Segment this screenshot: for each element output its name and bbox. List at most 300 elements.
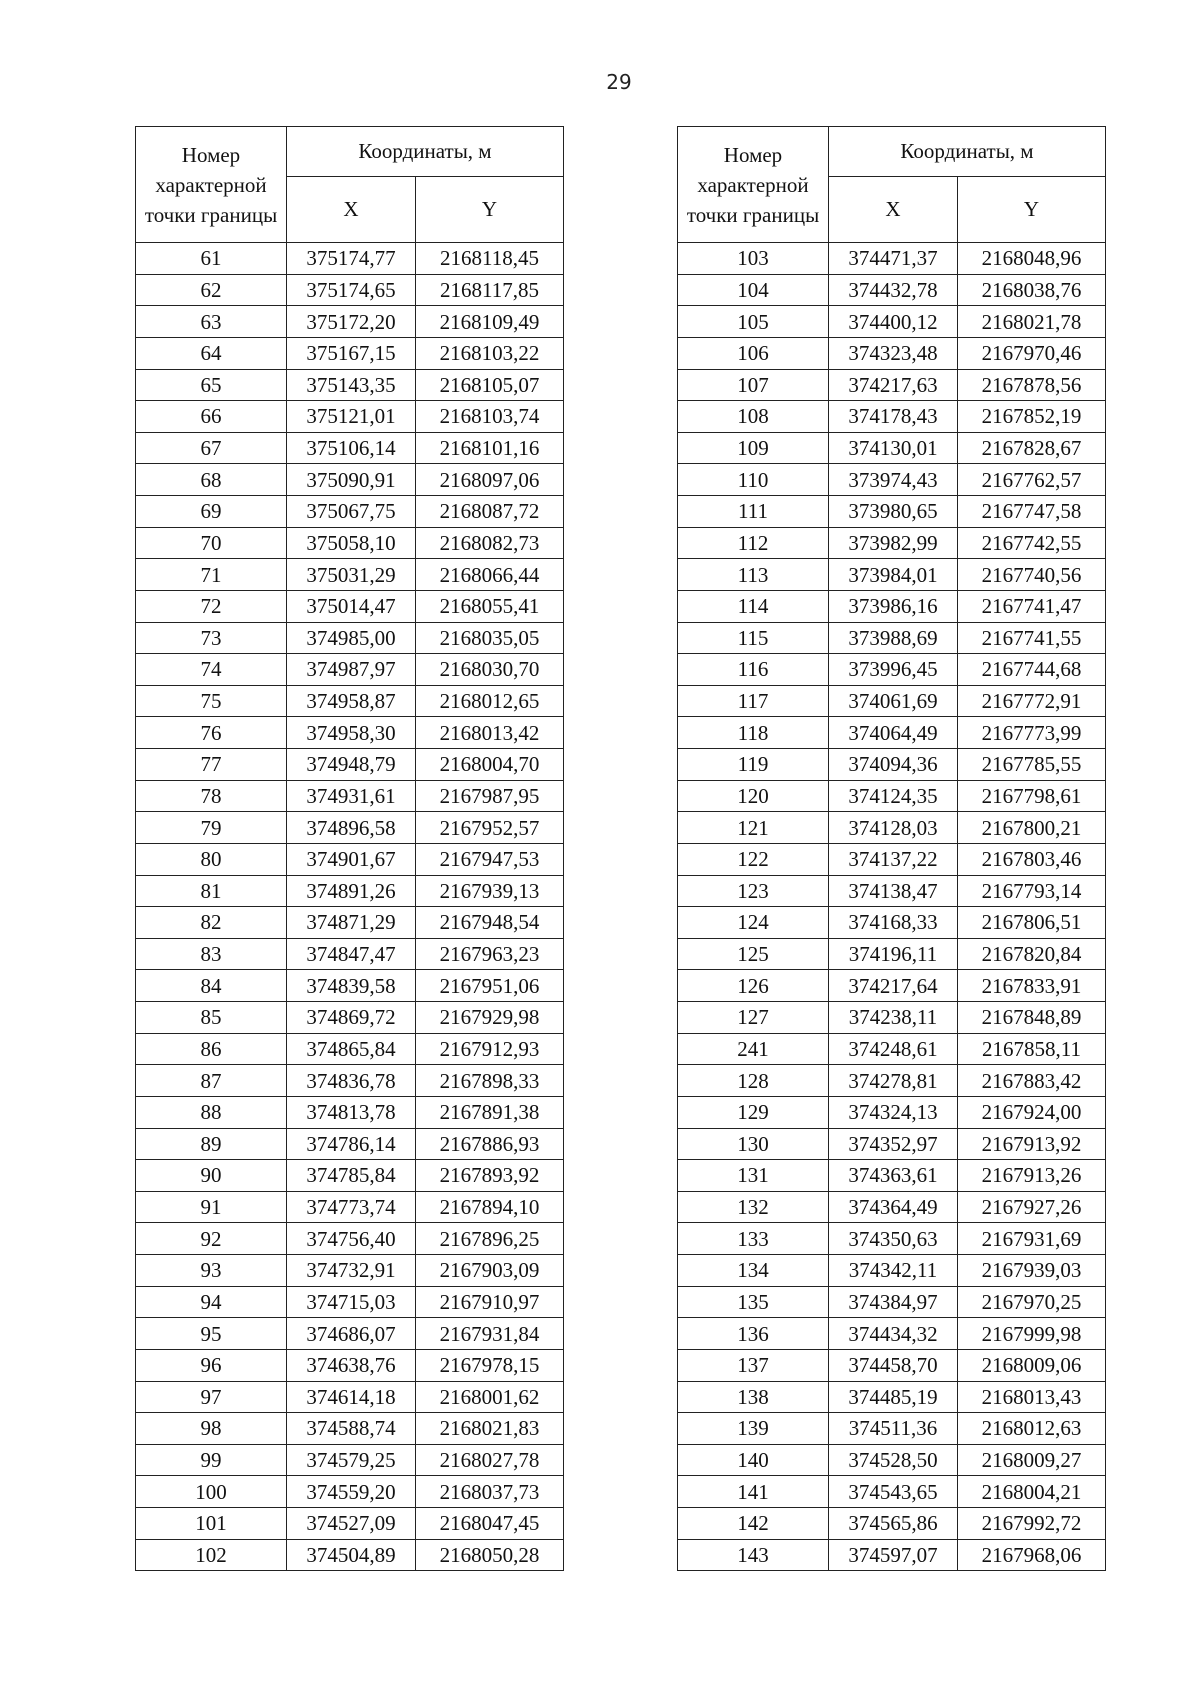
table-row: [136, 1349, 564, 1381]
x-coordinate-cell: 374785,84: [287, 1160, 416, 1192]
y-coordinate-cell: 2167963,23: [416, 938, 564, 970]
table-row: [678, 780, 1106, 812]
table-row: [136, 654, 564, 686]
y-coordinate-cell: 2167913,92: [958, 1128, 1106, 1160]
point-number-cell: 76: [136, 717, 287, 749]
y-coordinate-cell: 2167970,46: [958, 337, 1106, 369]
point-number-cell: 68: [136, 464, 287, 496]
table-row: [678, 1286, 1106, 1318]
point-number-cell: 67: [136, 432, 287, 464]
x-coordinate-cell: 374178,43: [829, 401, 958, 433]
y-coordinate-cell: 2168009,27: [958, 1444, 1106, 1476]
x-coordinate-cell: 374238,11: [829, 1002, 958, 1034]
y-coordinate-cell: 2167947,53: [416, 843, 564, 875]
point-number-cell: 95: [136, 1318, 287, 1350]
y-coordinate-cell: 2167798,61: [958, 780, 1106, 812]
table-row: [678, 306, 1106, 338]
table-row: [678, 337, 1106, 369]
point-number-cell: 80: [136, 843, 287, 875]
point-number-cell: 136: [678, 1318, 829, 1350]
point-number-cell: 109: [678, 432, 829, 464]
y-coordinate-cell: 2167931,69: [958, 1223, 1106, 1255]
point-number-cell: 128: [678, 1065, 829, 1097]
y-coordinate-cell: 2167806,51: [958, 907, 1106, 939]
y-coordinate-cell: 2167992,72: [958, 1508, 1106, 1540]
table-row: [678, 1476, 1106, 1508]
y-coordinate-cell: 2168087,72: [416, 496, 564, 528]
table-row: [678, 1444, 1106, 1476]
y-coordinate-cell: 2167939,03: [958, 1255, 1106, 1287]
x-coordinate-cell: 375143,35: [287, 369, 416, 401]
y-coordinate-cell: 2167903,09: [416, 1255, 564, 1287]
x-coordinate-cell: 375014,47: [287, 590, 416, 622]
x-coordinate-cell: 374168,33: [829, 907, 958, 939]
table-row: [678, 1539, 1106, 1571]
point-number-cell: 111: [678, 496, 829, 528]
point-number-cell: 82: [136, 907, 287, 939]
table-row: [136, 1444, 564, 1476]
table-row: [136, 1065, 564, 1097]
table-row: [678, 685, 1106, 717]
y-coordinate-cell: 2167939,13: [416, 875, 564, 907]
x-coordinate-cell: 375121,01: [287, 401, 416, 433]
y-coordinate-cell: 2168103,74: [416, 401, 564, 433]
x-coordinate-cell: 374324,13: [829, 1096, 958, 1128]
table-row: [136, 622, 564, 654]
y-coordinate-cell: 2168021,83: [416, 1413, 564, 1445]
x-coordinate-cell: 374124,35: [829, 780, 958, 812]
table-row: [136, 717, 564, 749]
table-row: [136, 938, 564, 970]
page-number: 29: [606, 70, 632, 94]
x-coordinate-cell: 374579,25: [287, 1444, 416, 1476]
point-number-cell: 100: [136, 1476, 287, 1508]
point-number-cell: 123: [678, 875, 829, 907]
table-row: [136, 1160, 564, 1192]
x-coordinate-cell: 374352,97: [829, 1128, 958, 1160]
y-coordinate-cell: 2168013,43: [958, 1381, 1106, 1413]
y-coordinate-cell: 2167803,46: [958, 843, 1106, 875]
y-coordinate-cell: 2168004,21: [958, 1476, 1106, 1508]
x-coordinate-cell: 374094,36: [829, 749, 958, 781]
x-coordinate-cell: 374458,70: [829, 1349, 958, 1381]
y-coordinate-cell: 2167741,55: [958, 622, 1106, 654]
table-row: [136, 1539, 564, 1571]
table-row: [136, 1286, 564, 1318]
x-coordinate-cell: 374896,58: [287, 812, 416, 844]
point-number-cell: 132: [678, 1191, 829, 1223]
table-row: [136, 843, 564, 875]
table-row: [678, 1002, 1106, 1034]
table-row: [678, 401, 1106, 433]
table-row: [136, 1381, 564, 1413]
x-coordinate-cell: 374773,74: [287, 1191, 416, 1223]
table-row: [136, 527, 564, 559]
table-row: [678, 907, 1106, 939]
point-number-cell: 126: [678, 970, 829, 1002]
y-coordinate-cell: 2167951,06: [416, 970, 564, 1002]
x-coordinate-cell: 374588,74: [287, 1413, 416, 1445]
table-row: [678, 590, 1106, 622]
point-number-cell: 116: [678, 654, 829, 686]
point-number-cell: 138: [678, 1381, 829, 1413]
coordinates-table-left: [135, 126, 564, 1571]
point-number-cell: 85: [136, 1002, 287, 1034]
header-x: X: [287, 177, 416, 243]
y-coordinate-cell: 2167744,68: [958, 654, 1106, 686]
point-number-cell: 129: [678, 1096, 829, 1128]
x-coordinate-cell: 374865,84: [287, 1033, 416, 1065]
table-row: [136, 369, 564, 401]
y-coordinate-cell: 2167800,21: [958, 812, 1106, 844]
x-coordinate-cell: 374061,69: [829, 685, 958, 717]
y-coordinate-cell: 2168118,45: [416, 243, 564, 275]
point-number-cell: 122: [678, 843, 829, 875]
table-row: [136, 337, 564, 369]
point-number-cell: 139: [678, 1413, 829, 1445]
x-coordinate-cell: 374987,97: [287, 654, 416, 686]
table-row: [136, 1128, 564, 1160]
y-coordinate-cell: 2168009,06: [958, 1349, 1106, 1381]
point-number-cell: 99: [136, 1444, 287, 1476]
y-coordinate-cell: 2167740,56: [958, 559, 1106, 591]
y-coordinate-cell: 2168047,45: [416, 1508, 564, 1540]
y-coordinate-cell: 2167910,97: [416, 1286, 564, 1318]
y-coordinate-cell: 2168105,07: [416, 369, 564, 401]
table-row: [136, 590, 564, 622]
y-coordinate-cell: 2168037,73: [416, 1476, 564, 1508]
point-number-cell: 114: [678, 590, 829, 622]
x-coordinate-cell: 374363,61: [829, 1160, 958, 1192]
x-coordinate-cell: 374432,78: [829, 274, 958, 306]
point-number-cell: 84: [136, 970, 287, 1002]
x-coordinate-cell: 374839,58: [287, 970, 416, 1002]
table-row: [678, 1128, 1106, 1160]
header-coordinates: Координаты, м: [287, 127, 564, 177]
header-y: Y: [416, 177, 564, 243]
y-coordinate-cell: 2168038,76: [958, 274, 1106, 306]
x-coordinate-cell: 374958,87: [287, 685, 416, 717]
y-coordinate-cell: 2168004,70: [416, 749, 564, 781]
table-row: [136, 970, 564, 1002]
y-coordinate-cell: 2167948,54: [416, 907, 564, 939]
x-coordinate-cell: 374137,22: [829, 843, 958, 875]
table-row: [678, 1223, 1106, 1255]
x-coordinate-cell: 375174,65: [287, 274, 416, 306]
point-number-cell: 125: [678, 938, 829, 970]
table-row: [678, 527, 1106, 559]
y-coordinate-cell: 2167898,33: [416, 1065, 564, 1097]
point-number-cell: 121: [678, 812, 829, 844]
header-point-number: Номер характерной точки границы: [136, 127, 287, 243]
point-number-cell: 71: [136, 559, 287, 591]
point-number-cell: 127: [678, 1002, 829, 1034]
table-row: [136, 1318, 564, 1350]
point-number-cell: 88: [136, 1096, 287, 1128]
table-row: [678, 970, 1106, 1002]
x-coordinate-cell: 374196,11: [829, 938, 958, 970]
table-row: [678, 243, 1106, 275]
x-coordinate-cell: 374130,01: [829, 432, 958, 464]
y-coordinate-cell: 2168048,96: [958, 243, 1106, 275]
point-number-cell: 70: [136, 527, 287, 559]
point-number-cell: 135: [678, 1286, 829, 1318]
x-coordinate-cell: 374528,50: [829, 1444, 958, 1476]
table-row: [136, 875, 564, 907]
point-number-cell: 130: [678, 1128, 829, 1160]
table-row: [678, 1191, 1106, 1223]
point-number-cell: 91: [136, 1191, 287, 1223]
table-row: [136, 907, 564, 939]
x-coordinate-cell: 374958,30: [287, 717, 416, 749]
x-coordinate-cell: 374565,86: [829, 1508, 958, 1540]
y-coordinate-cell: 2168001,62: [416, 1381, 564, 1413]
point-number-cell: 97: [136, 1381, 287, 1413]
header-y: Y: [958, 177, 1106, 243]
y-coordinate-cell: 2167741,47: [958, 590, 1106, 622]
table-row: [136, 812, 564, 844]
point-number-cell: 61: [136, 243, 287, 275]
y-coordinate-cell: 2167883,42: [958, 1065, 1106, 1097]
point-number-cell: 102: [136, 1539, 287, 1571]
x-coordinate-cell: 374128,03: [829, 812, 958, 844]
y-coordinate-cell: 2167747,58: [958, 496, 1106, 528]
x-coordinate-cell: 374248,61: [829, 1033, 958, 1065]
point-number-cell: 72: [136, 590, 287, 622]
y-coordinate-cell: 2168103,22: [416, 337, 564, 369]
x-coordinate-cell: 373980,65: [829, 496, 958, 528]
table-row: [136, 432, 564, 464]
point-number-cell: 141: [678, 1476, 829, 1508]
y-coordinate-cell: 2167848,89: [958, 1002, 1106, 1034]
point-number-cell: 92: [136, 1223, 287, 1255]
x-coordinate-cell: 374686,07: [287, 1318, 416, 1350]
point-number-cell: 90: [136, 1160, 287, 1192]
point-number-cell: 131: [678, 1160, 829, 1192]
x-coordinate-cell: 374400,12: [829, 306, 958, 338]
x-coordinate-cell: 374948,79: [287, 749, 416, 781]
y-coordinate-cell: 2167968,06: [958, 1539, 1106, 1571]
y-coordinate-cell: 2167785,55: [958, 749, 1106, 781]
y-coordinate-cell: 2168030,70: [416, 654, 564, 686]
point-number-cell: 94: [136, 1286, 287, 1318]
x-coordinate-cell: 375167,15: [287, 337, 416, 369]
table-row: [678, 496, 1106, 528]
x-coordinate-cell: 374504,89: [287, 1539, 416, 1571]
x-coordinate-cell: 374217,63: [829, 369, 958, 401]
y-coordinate-cell: 2168101,16: [416, 432, 564, 464]
point-number-cell: 143: [678, 1539, 829, 1571]
x-coordinate-cell: 374350,63: [829, 1223, 958, 1255]
y-coordinate-cell: 2167793,14: [958, 875, 1106, 907]
x-coordinate-cell: 374614,18: [287, 1381, 416, 1413]
point-number-cell: 110: [678, 464, 829, 496]
header-x: X: [829, 177, 958, 243]
table-row: [678, 1508, 1106, 1540]
table-row: [678, 875, 1106, 907]
x-coordinate-cell: 374871,29: [287, 907, 416, 939]
y-coordinate-cell: 2167912,93: [416, 1033, 564, 1065]
point-number-cell: 137: [678, 1349, 829, 1381]
y-coordinate-cell: 2167927,26: [958, 1191, 1106, 1223]
y-coordinate-cell: 2167978,15: [416, 1349, 564, 1381]
table-body: [136, 243, 564, 1571]
y-coordinate-cell: 2168050,28: [416, 1539, 564, 1571]
table-row: [136, 1096, 564, 1128]
x-coordinate-cell: 373984,01: [829, 559, 958, 591]
table-row: [136, 306, 564, 338]
y-coordinate-cell: 2167833,91: [958, 970, 1106, 1002]
table-row: [136, 1033, 564, 1065]
table-row: [136, 243, 564, 275]
y-coordinate-cell: 2168082,73: [416, 527, 564, 559]
table-row: [678, 1065, 1106, 1097]
table-row: [678, 1255, 1106, 1287]
y-coordinate-cell: 2167858,11: [958, 1033, 1106, 1065]
y-coordinate-cell: 2168021,78: [958, 306, 1106, 338]
point-number-cell: 112: [678, 527, 829, 559]
table-row: [678, 559, 1106, 591]
x-coordinate-cell: 373986,16: [829, 590, 958, 622]
x-coordinate-cell: 374931,61: [287, 780, 416, 812]
y-coordinate-cell: 2167820,84: [958, 938, 1106, 970]
y-coordinate-cell: 2167852,19: [958, 401, 1106, 433]
table-row: [678, 1349, 1106, 1381]
x-coordinate-cell: 374597,07: [829, 1539, 958, 1571]
x-coordinate-cell: 373988,69: [829, 622, 958, 654]
x-coordinate-cell: 375031,29: [287, 559, 416, 591]
point-number-cell: 78: [136, 780, 287, 812]
point-number-cell: 63: [136, 306, 287, 338]
table-row: [136, 749, 564, 781]
point-number-cell: 98: [136, 1413, 287, 1445]
header-point-number: Номер характерной точки границы: [678, 127, 829, 243]
y-coordinate-cell: 2168097,06: [416, 464, 564, 496]
point-number-cell: 75: [136, 685, 287, 717]
x-coordinate-cell: 374471,37: [829, 243, 958, 275]
table-row: [136, 1255, 564, 1287]
x-coordinate-cell: 374891,26: [287, 875, 416, 907]
y-coordinate-cell: 2167893,92: [416, 1160, 564, 1192]
table-row: [136, 1476, 564, 1508]
y-coordinate-cell: 2168035,05: [416, 622, 564, 654]
table-row: [678, 464, 1106, 496]
table-row: [678, 1413, 1106, 1445]
y-coordinate-cell: 2168012,63: [958, 1413, 1106, 1445]
point-number-cell: 124: [678, 907, 829, 939]
x-coordinate-cell: 374217,64: [829, 970, 958, 1002]
x-coordinate-cell: 374434,32: [829, 1318, 958, 1350]
y-coordinate-cell: 2167913,26: [958, 1160, 1106, 1192]
table-row: [136, 685, 564, 717]
table-row: [678, 812, 1106, 844]
point-number-cell: 79: [136, 812, 287, 844]
point-number-cell: 86: [136, 1033, 287, 1065]
point-number-cell: 74: [136, 654, 287, 686]
table-row: [678, 369, 1106, 401]
table-row: [678, 622, 1106, 654]
point-number-cell: 65: [136, 369, 287, 401]
x-coordinate-cell: 374384,97: [829, 1286, 958, 1318]
x-coordinate-cell: 375106,14: [287, 432, 416, 464]
point-number-cell: 101: [136, 1508, 287, 1540]
y-coordinate-cell: 2167924,00: [958, 1096, 1106, 1128]
x-coordinate-cell: 374342,11: [829, 1255, 958, 1287]
table-row: [136, 1223, 564, 1255]
point-number-cell: 64: [136, 337, 287, 369]
point-number-cell: 77: [136, 749, 287, 781]
point-number-cell: 69: [136, 496, 287, 528]
point-number-cell: 134: [678, 1255, 829, 1287]
point-number-cell: 119: [678, 749, 829, 781]
y-coordinate-cell: 2167952,57: [416, 812, 564, 844]
y-coordinate-cell: 2168055,41: [416, 590, 564, 622]
y-coordinate-cell: 2168109,49: [416, 306, 564, 338]
point-number-cell: 120: [678, 780, 829, 812]
x-coordinate-cell: 375058,10: [287, 527, 416, 559]
y-coordinate-cell: 2168027,78: [416, 1444, 564, 1476]
point-number-cell: 115: [678, 622, 829, 654]
point-number-cell: 62: [136, 274, 287, 306]
x-coordinate-cell: 374786,14: [287, 1128, 416, 1160]
x-coordinate-cell: 374485,19: [829, 1381, 958, 1413]
point-number-cell: 87: [136, 1065, 287, 1097]
y-coordinate-cell: 2167894,10: [416, 1191, 564, 1223]
y-coordinate-cell: 2168013,42: [416, 717, 564, 749]
header-coordinates: Координаты, м: [829, 127, 1106, 177]
x-coordinate-cell: 373996,45: [829, 654, 958, 686]
y-coordinate-cell: 2167742,55: [958, 527, 1106, 559]
x-coordinate-cell: 373974,43: [829, 464, 958, 496]
y-coordinate-cell: 2168117,85: [416, 274, 564, 306]
point-number-cell: 133: [678, 1223, 829, 1255]
point-number-cell: 140: [678, 1444, 829, 1476]
table-row: [678, 654, 1106, 686]
point-number-cell: 105: [678, 306, 829, 338]
table-row: [136, 401, 564, 433]
y-coordinate-cell: 2167931,84: [416, 1318, 564, 1350]
y-coordinate-cell: 2167987,95: [416, 780, 564, 812]
point-number-cell: 107: [678, 369, 829, 401]
x-coordinate-cell: 374638,76: [287, 1349, 416, 1381]
y-coordinate-cell: 2167970,25: [958, 1286, 1106, 1318]
x-coordinate-cell: 374511,36: [829, 1413, 958, 1445]
x-coordinate-cell: 374323,48: [829, 337, 958, 369]
point-number-cell: 117: [678, 685, 829, 717]
x-coordinate-cell: 374138,47: [829, 875, 958, 907]
x-coordinate-cell: 374278,81: [829, 1065, 958, 1097]
table-row: [136, 496, 564, 528]
point-number-cell: 93: [136, 1255, 287, 1287]
x-coordinate-cell: 374756,40: [287, 1223, 416, 1255]
y-coordinate-cell: 2167929,98: [416, 1002, 564, 1034]
table-row: [678, 1381, 1106, 1413]
point-number-cell: 83: [136, 938, 287, 970]
coordinates-table-right: [677, 126, 1106, 1571]
y-coordinate-cell: 2168012,65: [416, 685, 564, 717]
table-row: [678, 432, 1106, 464]
x-coordinate-cell: 374985,00: [287, 622, 416, 654]
point-number-cell: 96: [136, 1349, 287, 1381]
x-coordinate-cell: 374715,03: [287, 1286, 416, 1318]
table-row: [678, 274, 1106, 306]
x-coordinate-cell: 374559,20: [287, 1476, 416, 1508]
x-coordinate-cell: 375174,77: [287, 243, 416, 275]
point-number-cell: 104: [678, 274, 829, 306]
table-row: [136, 559, 564, 591]
table-row: [678, 1033, 1106, 1065]
table-row: [678, 717, 1106, 749]
